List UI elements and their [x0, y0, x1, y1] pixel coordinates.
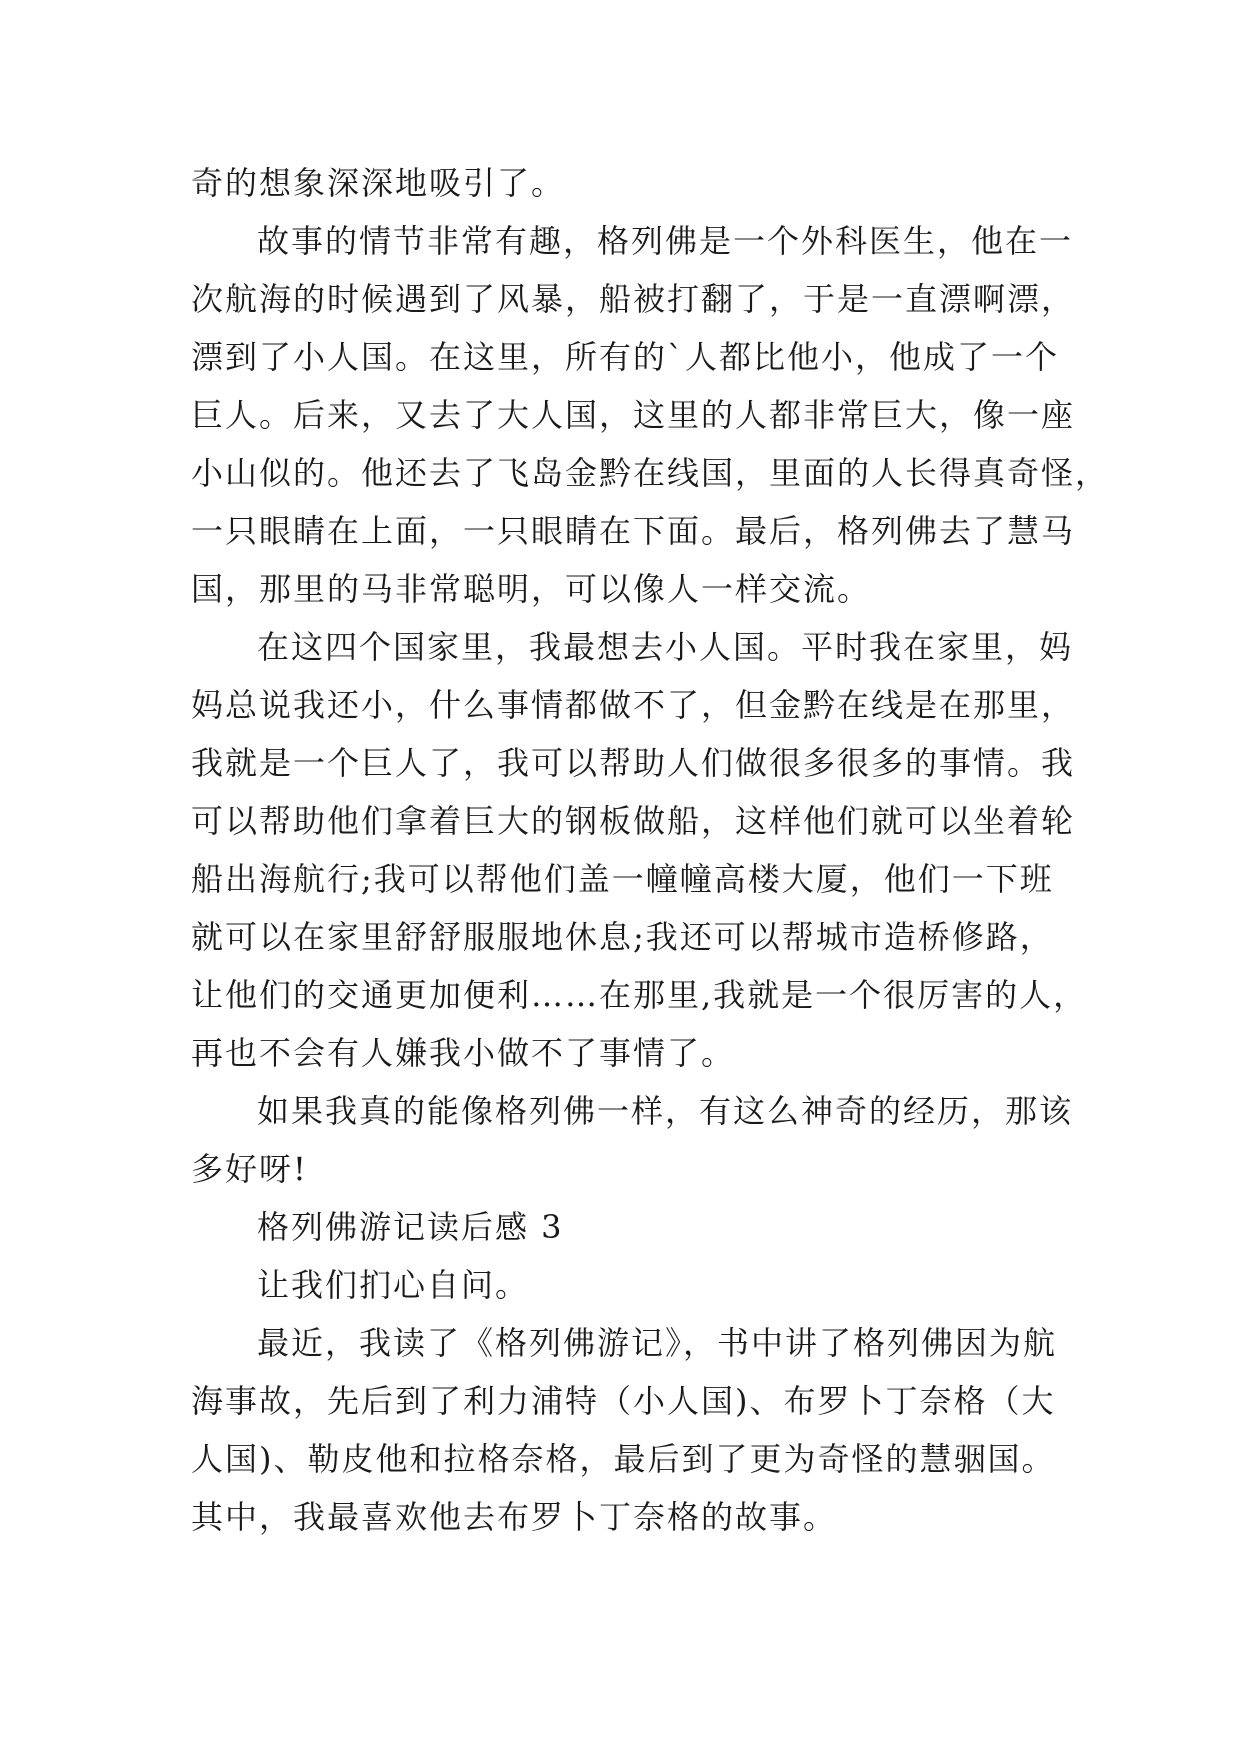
text-line: 可以帮助他们拿着巨大的钢板做船，这样他们就可以坐着轮 — [191, 802, 1076, 840]
text-line: 再也不会有人嫌我小做不了事情了。 — [191, 1034, 736, 1072]
text-line: 妈总说我还小，什么事情都做不了，但金黔在线是在那里， — [191, 686, 1076, 724]
text-line: 船出海航行;我可以帮他们盖一幢幢高楼大厦，他们一下班 — [191, 860, 1054, 898]
text-line: 国，那里的马非常聪明，可以像人一样交流。 — [191, 570, 872, 608]
text-line: 奇的想象深深地吸引了。 — [191, 164, 566, 202]
text-line: 其中，我最喜欢他去布罗卜丁奈格的故事。 — [191, 1498, 838, 1536]
text-line: 巨人。后来，又去了大人国，这里的人都非常巨大，像一座 — [191, 396, 1076, 434]
text-line: 小山似的。他还去了飞岛金黔在线国，里面的人长得真奇怪， — [191, 454, 1110, 492]
text-line: 我就是一个巨人了，我可以帮助人们做很多很多的事情。我 — [191, 744, 1076, 782]
paragraph-first-line: 在这四个国家里，我最想去小人国。平时我在家里，妈 — [257, 628, 1074, 666]
paragraph-first-line: 让我们扪心自问。 — [257, 1266, 530, 1304]
text-line: 海事故，先后到了利力浦特（小人国)、布罗卜丁奈格（大 — [191, 1382, 1056, 1420]
paragraph-first-line: 如果我真的能像格列佛一样，有这么神奇的经历，那该 — [257, 1092, 1074, 1130]
text-line: 让他们的交通更加便利……在那里,我就是一个很厉害的人， — [191, 976, 1088, 1014]
text-line: 就可以在家里舒舒服服地休息;我还可以帮城市造桥修路， — [191, 918, 1054, 956]
text-line: 多好呀! — [191, 1150, 308, 1188]
document-body — [191, 154, 1110, 1546]
paragraph-first-line: 最近，我读了《格列佛游记》，书中讲了格列佛因为航 — [257, 1324, 1058, 1362]
paragraph-first-line: 格列佛游记读后感 3 — [257, 1208, 564, 1246]
text-line: 漂到了小人国。在这里，所有的`人都比他小，他成了一个 — [191, 338, 1060, 376]
text-line: 人国)、勒皮他和拉格奈格，最后到了更为奇怪的慧骃国。 — [191, 1440, 1056, 1478]
text-line: 次航海的时候遇到了风暴，船被打翻了，于是一直漂啊漂， — [191, 280, 1076, 318]
text-line: 一只眼睛在上面，一只眼睛在下面。最后，格列佛去了慧马 — [191, 512, 1076, 550]
paragraph-first-line: 故事的情节非常有趣，格列佛是一个外科医生，他在一 — [257, 222, 1074, 260]
